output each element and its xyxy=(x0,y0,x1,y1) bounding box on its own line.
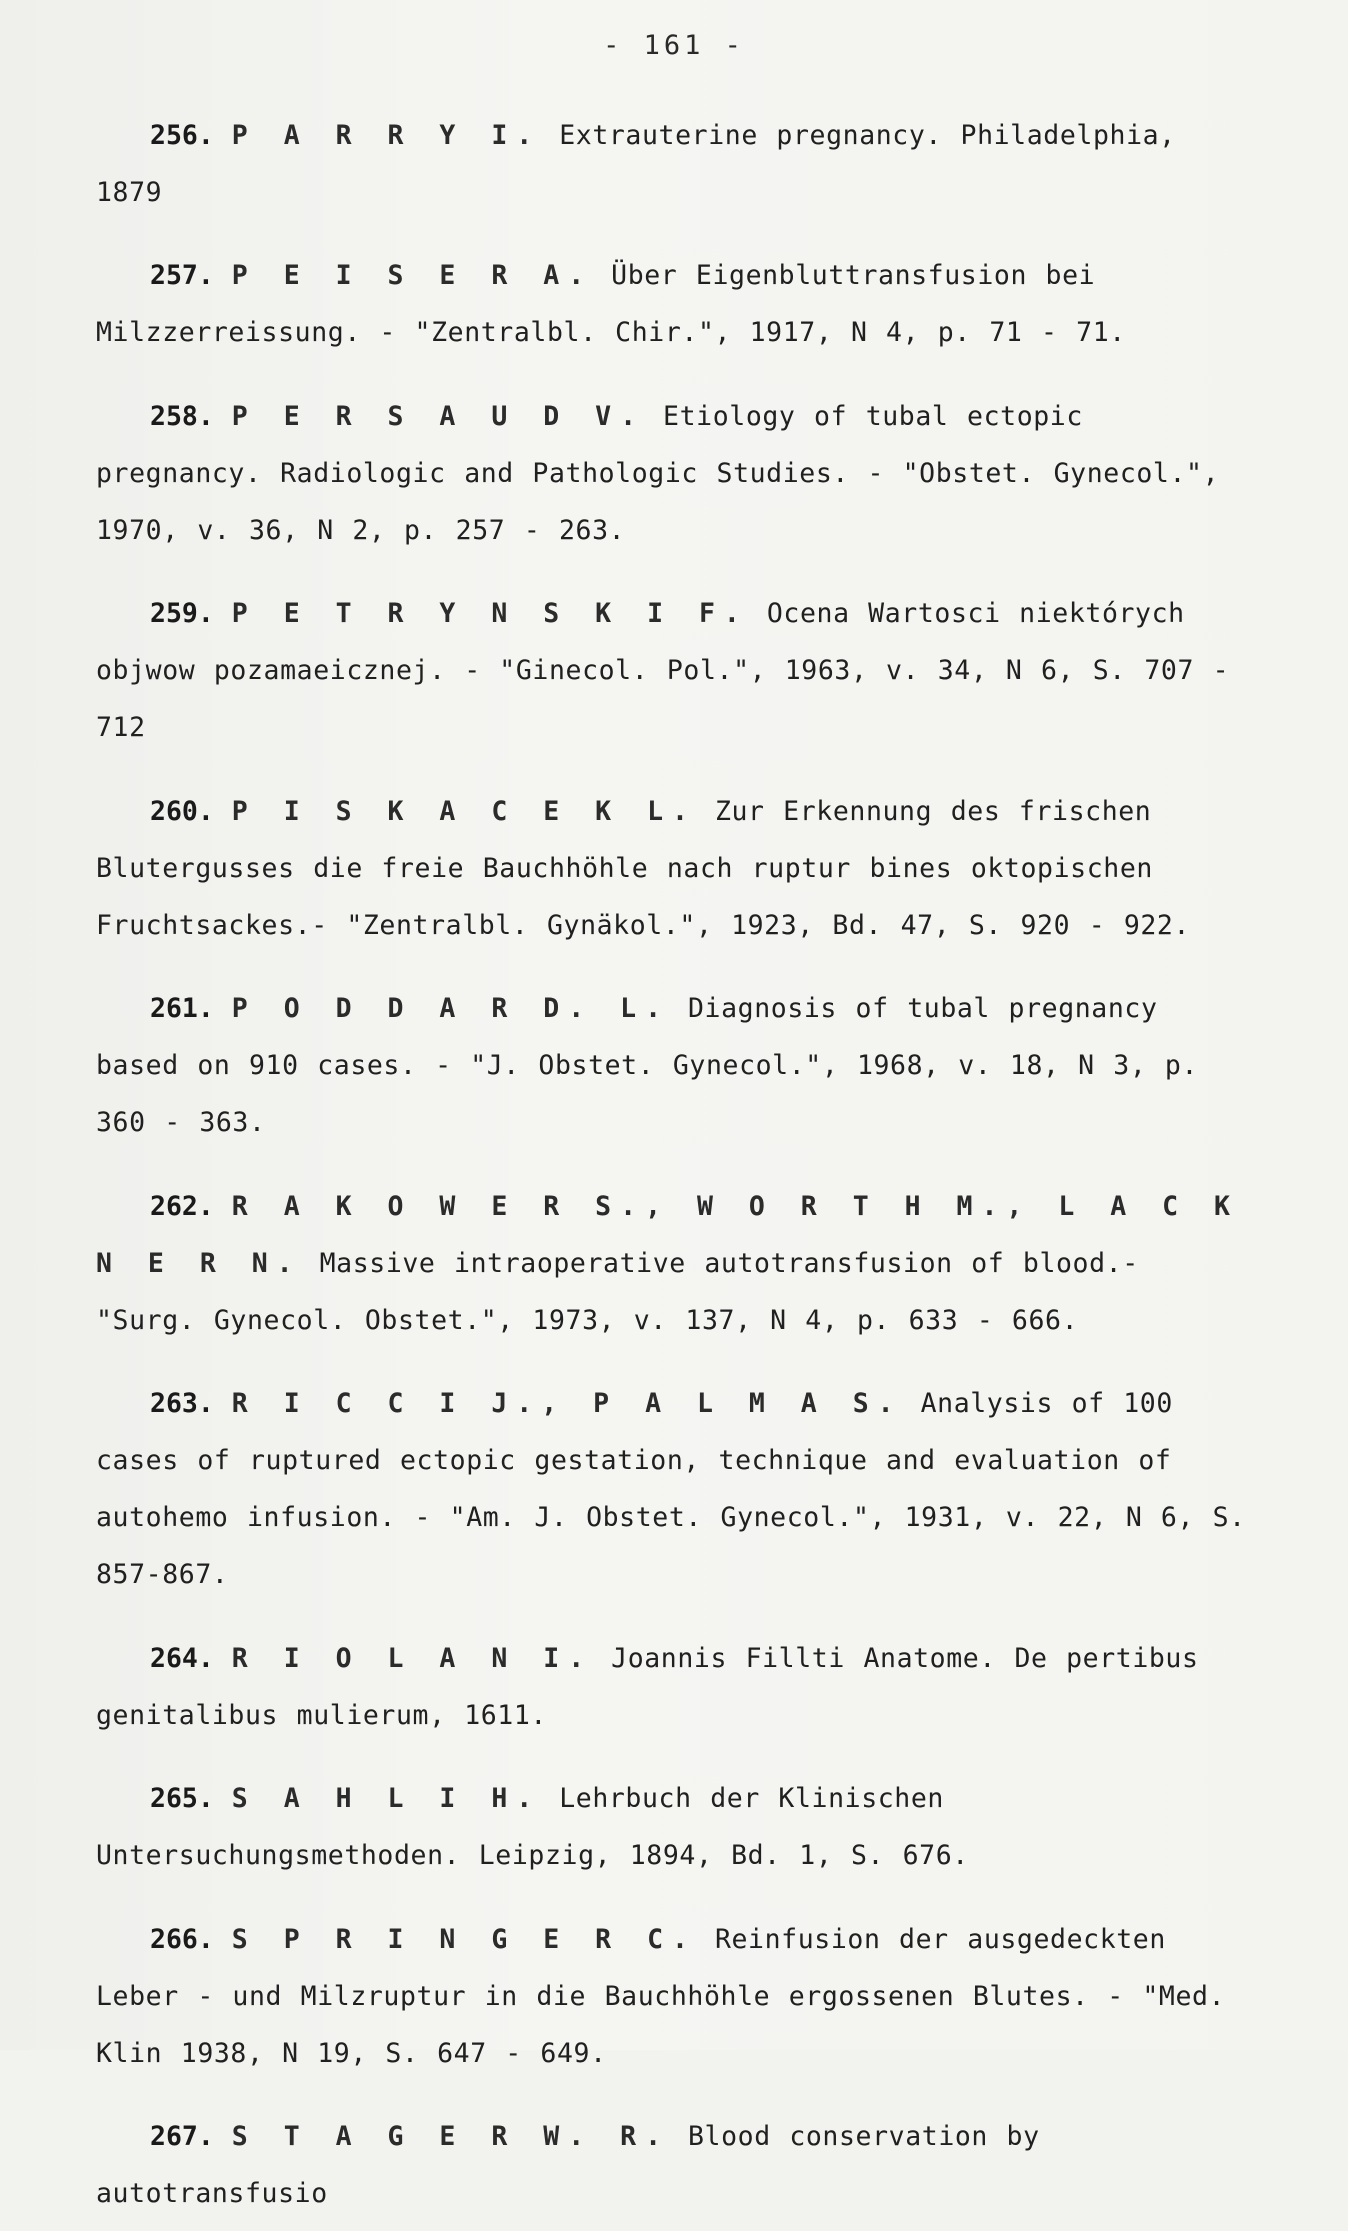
reference-number: 259. xyxy=(150,598,214,629)
reference-author: R I C C I J., P A L M A S. xyxy=(231,1388,903,1419)
reference-entry xyxy=(96,783,1256,954)
reference-number: 256. xyxy=(150,119,214,151)
reference-author: R A K O W E R S., W O R T H M., L A C K N E R N. xyxy=(96,1190,1240,1279)
page-number: - 161 - xyxy=(603,30,745,61)
reference-text: Lehrbuch der Klinischen Untersuchungsmethoden. Leipzig, 1894, Bd. 1, S. 676. xyxy=(96,1783,969,1871)
reference-number: 266. xyxy=(150,1923,214,1955)
reference-entry xyxy=(96,107,1256,221)
reference-author: P E T R Y N S K I F. xyxy=(231,598,749,629)
reference-entry xyxy=(96,1770,1256,1884)
reference-entry xyxy=(96,2108,1256,2222)
reference-number: 258. xyxy=(150,400,214,432)
reference-text: Massive intraoperative autotransfusion of blood.- "Surg. Gynecol. Obstet.", 1973, v. 137, N 4, p. 633 - 666. xyxy=(96,1247,1139,1336)
reference-text: Zur Erkennung des frischen Blutergusses die freie Bauchhöhle nach ruptur bines oktopischen Fruchtsackes.- "Zentralbl. Gynäkol.", 1923, Bd. 47, S. 920 - 922. xyxy=(96,795,1191,941)
reference-text: Etiology of tubal ectopic pregnancy. Radiologic and Pathologic Studies. - "Obstet. Gynecol.", 1970, v. 36, N 2, p. 257 - 263. xyxy=(96,400,1220,546)
reference-list xyxy=(96,80,1256,2231)
reference-entry xyxy=(96,585,1256,756)
reference-text: Extrauterine pregnancy. Philadelphia, 1879 xyxy=(96,119,1176,208)
reference-text: Über Eigenbluttransfusion bei Milzzerreissung. - "Zentralbl. Chir.", 1917, N 4, p. 71 - 71. xyxy=(96,260,1126,348)
reference-text: Ocena Wartosci niektórych objwow pozamaeicznej. - "Ginecol. Pol.", 1963, v. 34, N 6, S. 707 - 712 xyxy=(96,598,1230,743)
reference-number: 265. xyxy=(150,1783,214,1814)
reference-text: Blood conservation by autotransfusio xyxy=(96,2121,1040,2209)
reference-number: 257. xyxy=(150,260,214,291)
reference-number: 264. xyxy=(150,1642,214,1674)
reference-entry xyxy=(96,1178,1256,1349)
reference-entry xyxy=(96,1375,1256,1603)
reference-text: Joannis Fillti Anatome. De pertibus genitalibus mulierum, 1611. xyxy=(96,1642,1199,1731)
reference-number: 260. xyxy=(150,795,214,827)
reference-entry xyxy=(96,980,1256,1151)
reference-number: 261. xyxy=(150,993,214,1024)
reference-author: P E I S E R A. xyxy=(231,260,594,291)
reference-text: Diagnosis of tubal pregnancy based on 910 cases. - "J. Obstet. Gynecol.", 1968, v. 18, N 3, p. 360 - 363. xyxy=(96,993,1199,1138)
reference-entry xyxy=(96,247,1256,361)
reference-entry xyxy=(96,1630,1256,1744)
reference-number: 267. xyxy=(150,2121,214,2152)
reference-author: S A H L I H. xyxy=(231,1783,542,1814)
reference-author: R I O L A N I. xyxy=(231,1642,594,1674)
reference-author: S T A G E R W. R. xyxy=(231,2121,671,2152)
reference-author: P E R S A U D V. xyxy=(231,400,646,432)
reference-text: Analysis of 100 cases of ruptured ectopic gestation, technique and evaluation of autohemo infusion. - "Am. J. Obstet. Gynecol.", 1931, v. 22, N 6, S. 857-867. xyxy=(96,1388,1246,1590)
reference-text: Reinfusion der ausgedeckten Leber - und Milzruptur in die Bauchhöhle ergossenen Blutes. - "Med. Klin 1938, N 19, S. 647 - 649. xyxy=(96,1923,1226,2069)
reference-entry xyxy=(96,1911,1256,2082)
reference-number: 262. xyxy=(150,1190,214,1222)
reference-author: P I S K A C E K L. xyxy=(231,795,697,827)
reference-entry xyxy=(96,388,1256,559)
reference-number: 263. xyxy=(150,1388,214,1419)
reference-author: P A R R Y I. xyxy=(231,119,542,151)
reference-author: S P R I N G E R C. xyxy=(231,1923,697,1955)
reference-author: P O D D A R D. L. xyxy=(231,993,671,1024)
